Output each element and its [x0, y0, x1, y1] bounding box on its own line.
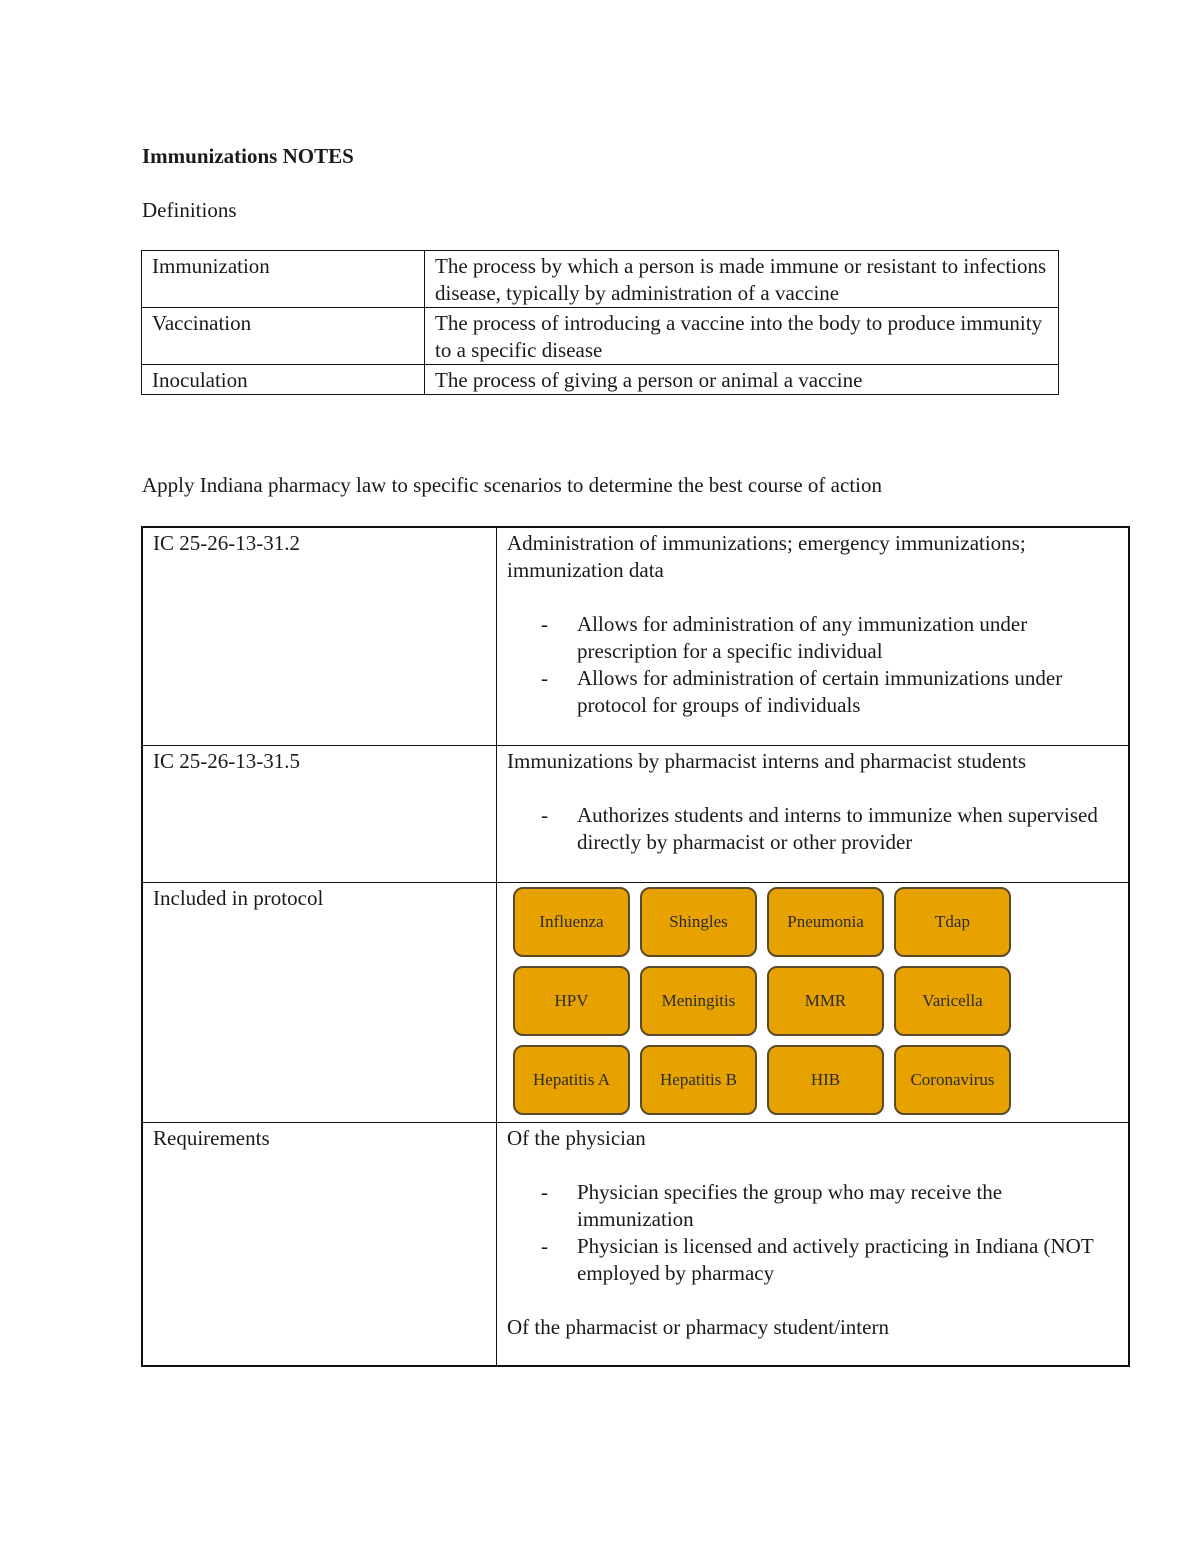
document-title: Immunizations NOTES — [142, 144, 354, 168]
vaccine-pill: MMR — [767, 966, 884, 1036]
table-row — [142, 365, 1059, 395]
definitions-heading: Definitions — [142, 198, 237, 222]
definition-text: The process of introducing a vaccine into the body to produce immunity to a specific disease — [425, 308, 1059, 365]
table-row — [142, 745, 1129, 882]
law-detail-heading: Immunizations by pharmacist interns and pharmacist students — [507, 748, 1027, 773]
definition-term: Vaccination — [142, 308, 425, 365]
list-item: - Physician is licensed and actively practicing in Indiana (NOT employed by pharmacy — [507, 1233, 1118, 1287]
requirements-footer: Of the pharmacist or pharmacy student/intern — [507, 1314, 889, 1339]
definition-text: The process by which a person is made immune or resistant to infections disease, typically by administration of a vaccine — [425, 251, 1059, 308]
definition-term: Immunization — [142, 251, 425, 308]
law-code: IC 25-26-13-31.2 — [142, 527, 497, 745]
list-item: - Allows for administration of certain immunizations under protocol for groups of individuals — [507, 665, 1118, 719]
vaccine-pill: Pneumonia — [767, 887, 884, 957]
bullet-list — [507, 1179, 1118, 1287]
list-item: - Allows for administration of any immunization under prescription for a specific individual — [507, 611, 1118, 665]
vaccine-pill: HPV — [513, 966, 630, 1036]
vaccine-pill: Hepatitis B — [640, 1045, 757, 1115]
law-detail — [497, 745, 1130, 882]
vaccine-pill: Varicella — [894, 966, 1011, 1036]
vaccine-pill: Meningitis — [640, 966, 757, 1036]
table-row — [142, 1122, 1129, 1366]
vaccine-pill: Shingles — [640, 887, 757, 957]
vaccine-pill: Influenza — [513, 887, 630, 957]
list-item: - Authorizes students and interns to immunize when supervised directly by pharmacist or other provider — [507, 802, 1118, 856]
vaccine-pill: HIB — [767, 1045, 884, 1115]
requirements-heading: Of the physician — [507, 1125, 646, 1150]
vaccine-grid — [513, 887, 1128, 1115]
definitions-table — [141, 250, 1059, 395]
law-heading: Apply Indiana pharmacy law to specific scenarios to determine the best course of action — [142, 473, 882, 497]
table-row — [142, 527, 1129, 745]
vaccine-pill: Coronavirus — [894, 1045, 1011, 1115]
table-row — [142, 308, 1059, 365]
vaccine-pill: Hepatitis A — [513, 1045, 630, 1115]
list-item: - Physician specifies the group who may receive the immunization — [507, 1179, 1118, 1233]
table-row — [142, 882, 1129, 1122]
requirements-label: Requirements — [142, 1122, 497, 1366]
law-detail — [497, 527, 1130, 745]
bullet-list — [507, 611, 1118, 719]
law-detail-heading: Administration of immunizations; emergency immunizations; immunization data — [507, 531, 1026, 582]
protocol-vaccines — [497, 882, 1130, 1122]
vaccine-pill: Tdap — [894, 887, 1011, 957]
law-table — [141, 526, 1130, 1367]
definition-term: Inoculation — [142, 365, 425, 395]
bullet-list — [507, 802, 1118, 856]
requirements-detail — [497, 1122, 1130, 1366]
table-row — [142, 251, 1059, 308]
definition-text: The process of giving a person or animal a vaccine — [425, 365, 1059, 395]
law-code: IC 25-26-13-31.5 — [142, 745, 497, 882]
protocol-label: Included in protocol — [142, 882, 497, 1122]
